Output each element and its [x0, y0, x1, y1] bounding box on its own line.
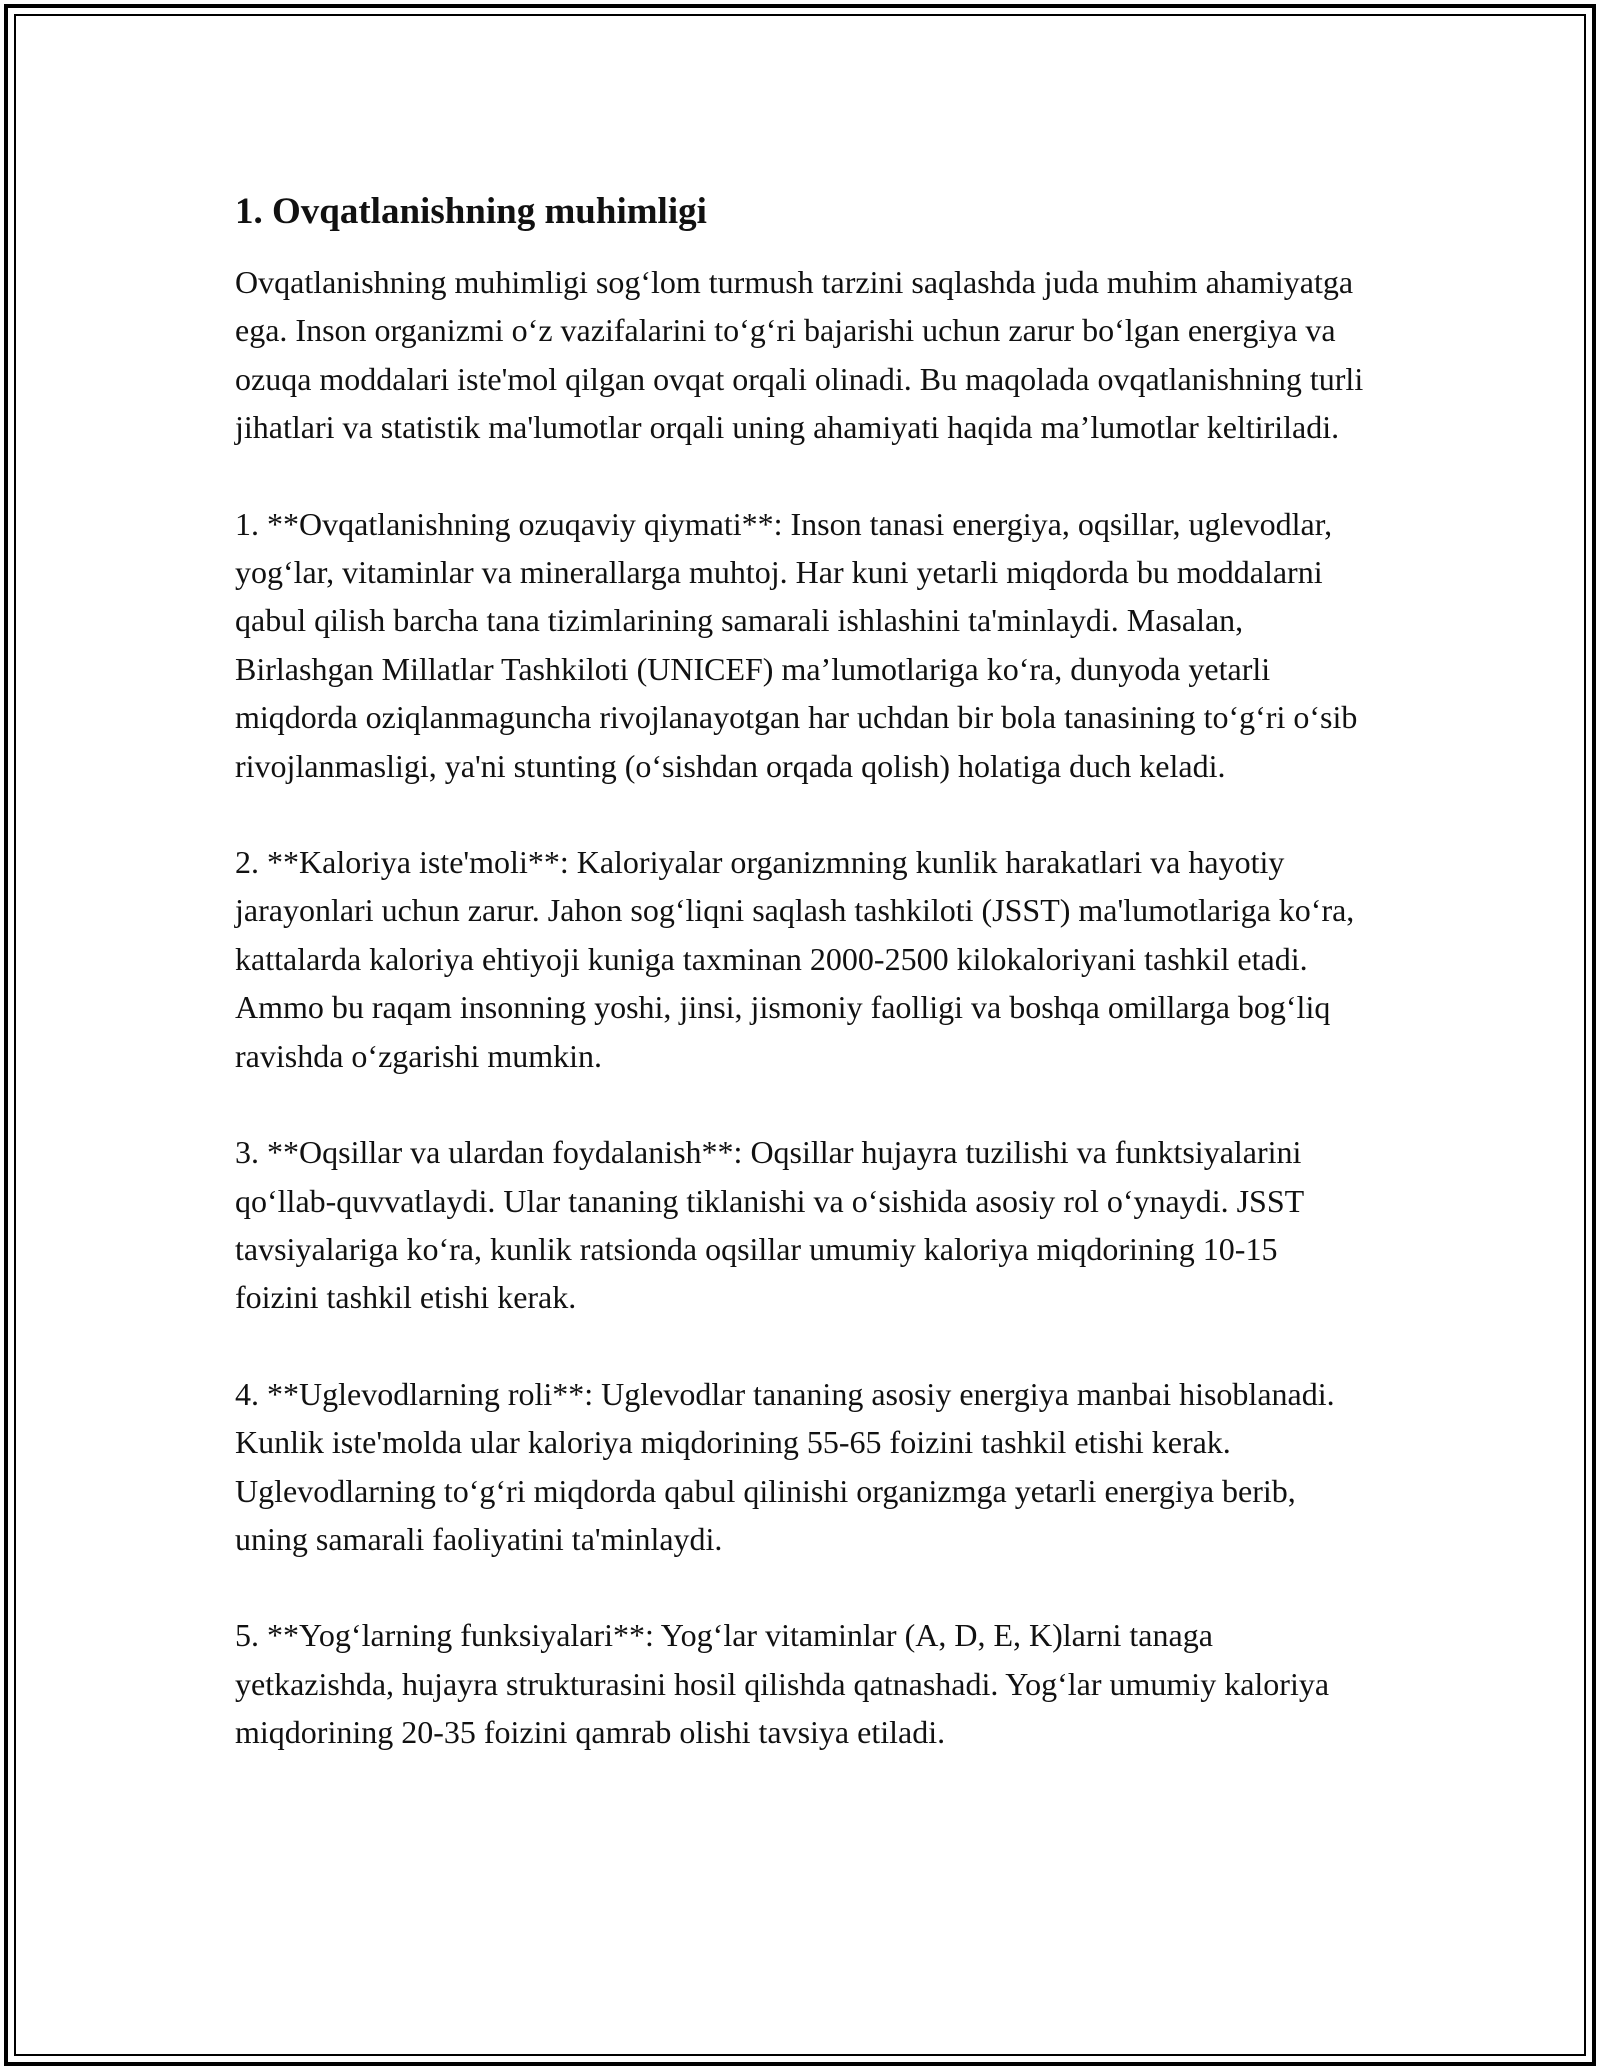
document-body	[235, 188, 1365, 1805]
paragraph-nutritional-value: 1. **Ovqatlanishning ozuqaviy qiymati**: Inson tanasi energiya, oqsillar, uglevodlar, yog‘lar, vitaminlar va minerallarga muhtoj. Har kuni yetarli miqdorda bu moddalarni qabul qilish barcha tana tizimlarining samarali ishlashini ta'minlaydi. Masalan, Birlashgan Millatlar Tashkiloti (UNICEF) ma’lumotlariga ko‘ra, dunyoda yetarli miqdorda oziqlanmaguncha rivojlanayotgan har uchdan bir bola tanasining to‘g‘ri o‘sib rivojlanmasligi, ya'ni stunting (o‘sishdan orqada qolish) holatiga duch keladi.	[235, 505, 1358, 784]
intro-paragraph: Ovqatlanishning muhimligi sog‘lom turmush tarzini saqlashda juda muhim ahamiyatga ega. Inson organizmi o‘z vazifalarini to‘g‘ri bajarishi uchun zarur bo‘lgan energiya va ozuqa moddalari iste'mol qilgan ovqat orqali olinadi. Bu maqolada ovqatlanishning turli jihatlari va statistik ma'lumotlar orqali uning ahamiyati haqida ma’lumotlar keltiriladi.	[235, 264, 1364, 446]
paragraph-carbohydrates: 4. **Uglevodlarning roli**: Uglevodlar tananing asosiy energiya manbai hisoblanadi. Kunlik iste'molda ular kaloriya miqdorining 55-65 foizini tashkil etishi kerak. Uglevodlarning to‘g‘ri miqdorda qabul qilinishi organizmga yetarli energiya berib, uning samarali faoliyatini ta'minlaydi.	[235, 1375, 1335, 1557]
paragraph-fats: 5. **Yog‘larning funksiyalari**: Yog‘lar vitaminlar (A, D, E, K)larni tanaga yetkazishda, hujayra strukturasini hosil qilishda qatnashadi. Yog‘lar umumiy kaloriya miqdorining 20-35 foizini qamrab olishi tavsiya etiladi.	[235, 1617, 1330, 1751]
paragraph-proteins: 3. **Oqsillar va ulardan foydalanish**: Oqsillar hujayra tuzilishi va funktsiyalarini qo‘llab-quvvatlaydi. Ular tananing tiklanishi va o‘sishida asosiy rol o‘ynaydi. JSST tavsiyalariga ko‘ra, kunlik ratsionda oqsillar umumiy kaloriya miqdorining 10-15 foizini tashkil etishi kerak.	[235, 1134, 1304, 1316]
document-title: 1. Ovqatlanishning muhimligi	[235, 191, 707, 232]
paragraph-calorie-intake: 2. **Kaloriya iste'moli**: Kaloriyalar organizmning kunlik harakatlari va hayotiy jarayonlari uchun zarur. Jahon sog‘liqni saqlash tashkiloti (JSST) ma'lumotlariga ko‘ra, kattalarda kaloriya ehtiyoji kuniga taxminan 2000-2500 kilokaloriyani tashkil etadi. Ammo bu raqam insonning yoshi, jinsi, jismoniy faolligi va boshqa omillarga bog‘liq ravishda o‘zgarishi mumkin.	[235, 844, 1355, 1074]
